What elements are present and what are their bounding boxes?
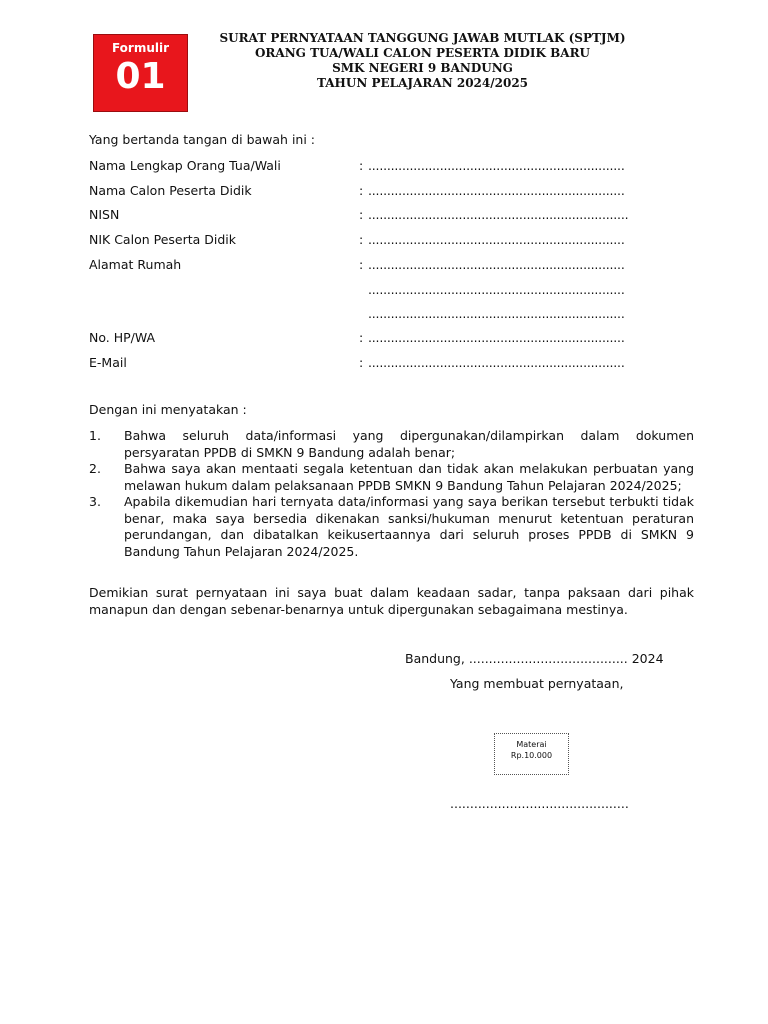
statement-text: Bahwa saya akan mentaati segala ketentuan dan tidak akan melakukan perbuatan yang melawan hukum dalam pelaksanaan PPDB SMKN 9 Bandung Tahun Pelajaran 2024/2025; bbox=[124, 461, 694, 493]
form-number-badge bbox=[93, 34, 188, 112]
field-blank[interactable]: .................................................................... bbox=[368, 232, 625, 247]
field-blank[interactable]: .................................................................... bbox=[368, 257, 625, 272]
field-colon: : bbox=[359, 158, 364, 173]
statement-number: 2. bbox=[89, 461, 101, 476]
field-colon: : bbox=[359, 355, 364, 370]
title-line: ORANG TUA/WALI CALON PESERTA DIDIK BARU bbox=[254, 46, 591, 60]
field-colon: : bbox=[359, 232, 364, 247]
statement-number: 1. bbox=[89, 428, 101, 443]
badge-number: 01 bbox=[115, 56, 166, 97]
closing-paragraph: Demikian surat pernyataan ini saya buat dalam keadaan sadar, tanpa paksaan dari pihak manapun dan dengan sebenar-benarnya untuk dipergunakan sebagaimana mestinya. bbox=[89, 585, 694, 617]
field-parent-name bbox=[89, 158, 625, 174]
signature-line[interactable]: ............................................. bbox=[450, 796, 629, 811]
field-colon: : bbox=[359, 257, 364, 272]
statement-text: Bahwa seluruh data/informasi yang dipergunakan/dilampirkan dalam dokumen persyaratan PPDB di SMKN 9 Bandung adalah benar; bbox=[124, 428, 694, 460]
statement-number: 3. bbox=[89, 494, 101, 509]
field-colon: : bbox=[359, 207, 364, 222]
field-label: NIK Calon Peserta Didik bbox=[89, 232, 237, 247]
field-colon: : bbox=[359, 330, 364, 345]
field-label: E-Mail bbox=[89, 355, 127, 370]
statement-item bbox=[89, 461, 694, 494]
stamp-line: Materai bbox=[516, 740, 547, 749]
statement-item bbox=[89, 428, 694, 461]
field-label: NISN bbox=[89, 207, 120, 222]
field-colon: : bbox=[359, 183, 364, 198]
field-address bbox=[89, 257, 625, 273]
field-blank[interactable]: .................................................................... bbox=[368, 330, 625, 345]
field-email bbox=[89, 355, 625, 371]
field-label: Alamat Rumah bbox=[89, 257, 182, 272]
field-blank[interactable]: ..................................................................... bbox=[368, 207, 629, 222]
field-nik bbox=[89, 232, 625, 248]
field-blank[interactable]: .................................................................... bbox=[368, 183, 625, 198]
field-blank[interactable]: .................................................................... bbox=[368, 355, 625, 370]
field-label: Nama Calon Peserta Didik bbox=[89, 183, 252, 198]
statement-text: Apabila dikemudian hari ternyata data/informasi yang saya berikan tersebut terbukti tidak benar, maka saya bersedia dikenakan sanksi/hukuman menurut ketentuan peraturan perundangan, dan dibatalkan keikusertaannya dari seluruh proses PPDB di SMKN 9 Bandung Tahun Pelajaran 2024/2025. bbox=[124, 494, 694, 559]
stamp-box bbox=[494, 733, 569, 775]
badge-label: Formulir bbox=[111, 41, 170, 55]
stamp-line: Rp.10.000 bbox=[510, 751, 553, 760]
statement-list bbox=[89, 428, 694, 560]
document-title bbox=[190, 31, 655, 91]
field-label: Nama Lengkap Orang Tua/Wali bbox=[89, 158, 281, 173]
title-line: SMK NEGERI 9 BANDUNG bbox=[332, 61, 513, 75]
field-address-line-2[interactable]: .................................................................... bbox=[368, 282, 625, 297]
title-line: TAHUN PELAJARAN 2024/2025 bbox=[316, 76, 529, 90]
field-label: No. HP/WA bbox=[89, 330, 156, 345]
intro-text: Yang bertanda tangan di bawah ini : bbox=[89, 132, 316, 147]
field-nisn bbox=[89, 207, 629, 223]
statement-item bbox=[89, 494, 694, 560]
field-blank[interactable]: .................................................................... bbox=[368, 158, 625, 173]
field-phone bbox=[89, 330, 625, 346]
statement-intro: Dengan ini menyatakan : bbox=[89, 402, 247, 417]
place-date[interactable]: Bandung, ........................................ 2024 bbox=[405, 651, 664, 666]
maker-label: Yang membuat pernyataan, bbox=[450, 676, 624, 691]
field-address-line-3[interactable]: .................................................................... bbox=[368, 306, 625, 321]
field-student-name bbox=[89, 183, 625, 199]
title-line: SURAT PERNYATAAN TANGGUNG JAWAB MUTLAK (SPTJM) bbox=[219, 31, 626, 45]
